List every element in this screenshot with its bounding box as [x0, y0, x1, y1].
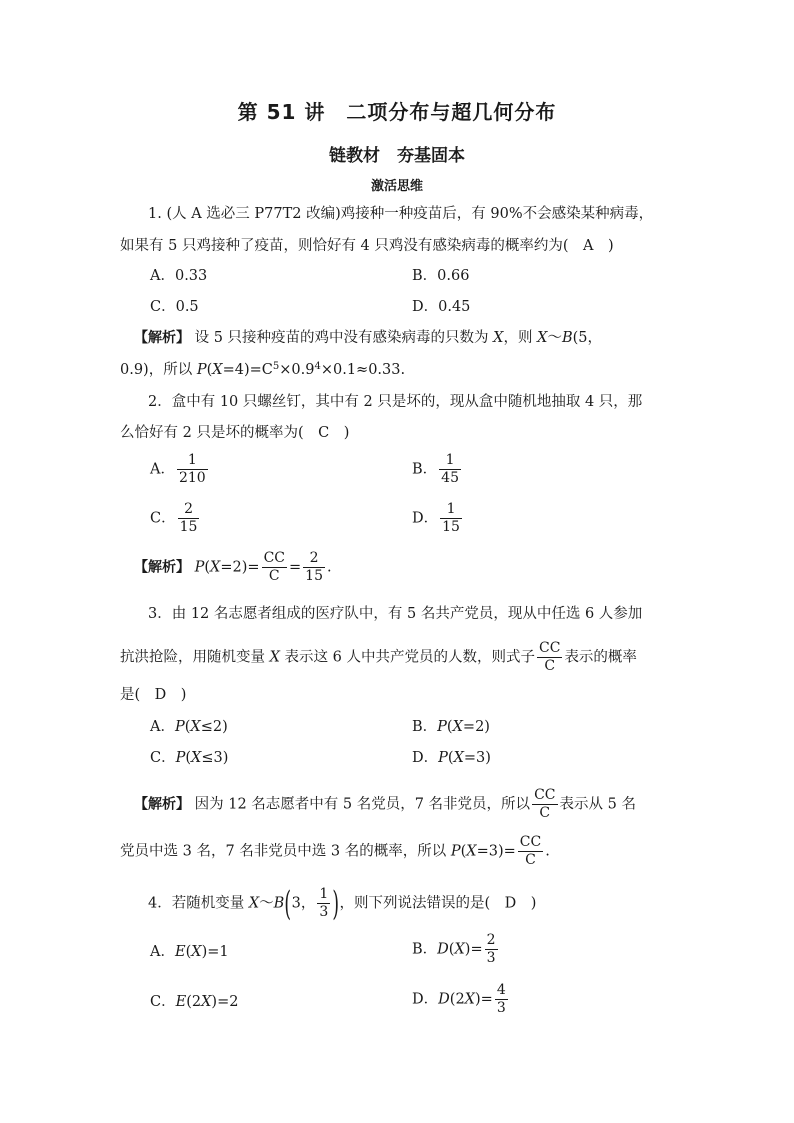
analysis-label: 【解析】: [134, 330, 190, 346]
fraction: $\frac{CC}{C}$: [263, 550, 285, 584]
lesson-title: 第 51 讲 二项分布与超几何分布: [237, 100, 557, 124]
analysis-label: 【解析】: [134, 559, 190, 576]
q3-option-d: D．P(X=3): [412, 750, 491, 766]
q3-stem-line1: 3．由 12 名志愿者组成的医疗队中，有 5 名共产党员，现从中任选 6 人参加: [148, 606, 643, 622]
q4-option-d: D．D(2X)= $\frac{4}{3}$: [412, 982, 506, 1016]
q1-option-a: A．0.33: [150, 268, 208, 284]
fraction: $\frac{1}{3}$: [319, 886, 329, 920]
q3-option-b: B．P(X=2): [412, 719, 490, 735]
q1-stem-line1: 1. (人 A 选必三 P77T2 改编)鸡接种一种疫苗后，有 90%不会感染某种病毒，: [148, 206, 654, 222]
q1-option-b: B．0.66: [412, 268, 470, 284]
q2-analysis: 【解析】 P(X=2)= $\frac{CC}{C}$ = $\frac{2}{15}$ .: [134, 550, 332, 584]
fraction: $\frac{1}{45}$: [441, 452, 459, 486]
q2-stem-line2: 么恰好有 2 只是坏的概率为( C ): [120, 425, 350, 441]
q4-option-c: C．E(2X)=2: [150, 994, 239, 1010]
right-paren: ): [332, 883, 340, 924]
fraction: $\frac{CC}{C}$: [519, 834, 542, 868]
analysis-label: 【解析】: [134, 796, 190, 813]
fraction: $\frac{1}{15}$: [442, 501, 460, 535]
fraction: $\frac{4}{3}$: [496, 982, 506, 1016]
left-paren: (: [284, 883, 292, 924]
q3-analysis-line1: 【解析】 因为 12 名志愿者中有 5 名党员，7 名非党员，所以 $\frac{CC}{C}$ 表示从 5 名: [134, 787, 636, 821]
q2-stem-line1: 2．盒中有 10 只螺丝钉，其中有 2 只是坏的，现从盒中随机地抽取 4 只，那: [148, 394, 643, 410]
q1-analysis-line1: 【解析】 设 5 只接种疫苗的鸡中没有感染病毒的只数为 X，则 X～B(5，: [134, 330, 602, 346]
chapter-subtitle: 链教材 夯基固本: [329, 146, 465, 166]
fraction: $\frac{CC}{C}$: [534, 787, 556, 821]
fraction: $\frac{2}{15}$: [179, 501, 198, 535]
fraction: $\frac{1}{210}$: [178, 452, 206, 486]
q3-stem-line2: 抗洪抢险，用随机变量 X 表示这 6 人中共产党员的人数，则式子 $\frac{CC}{C}$ 表示的概率: [120, 640, 637, 674]
q3-option-c: C．P(X≤3): [150, 750, 229, 766]
q2-option-d: D． $\frac{1}{15}$: [412, 501, 460, 535]
q3-option-a: A．P(X≤2): [150, 719, 228, 735]
q3-stem-line3: 是( D ): [120, 687, 187, 703]
q1-stem-line2: 如果有 5 只鸡接种了疫苗，则恰好有 4 只鸡没有感染病毒的概率约为( A ): [120, 238, 614, 254]
q4-option-a: A．E(X)=1: [150, 944, 229, 960]
q1-option-c: C．0.5: [150, 299, 199, 315]
fraction: $\frac{CC}{C}$: [539, 640, 561, 674]
q2-option-b: B． $\frac{1}{45}$: [412, 452, 459, 486]
fraction: $\frac{2}{3}$: [486, 932, 496, 966]
q2-option-a: A． $\frac{1}{210}$: [150, 452, 206, 486]
q3-analysis-line2: 党员中选 3 名，7 名非党员中选 3 名的概率，所以 P(X=3)= $\frac{CC}{C}$ .: [120, 834, 550, 868]
fraction: $\frac{2}{15}$: [305, 550, 323, 584]
q4-stem: 4．若随机变量 X～B(3， $\frac{1}{3}$ )，则下列说法错误的是( D ): [148, 883, 537, 924]
q2-option-c: C． $\frac{2}{15}$: [150, 501, 198, 535]
section-heading: 激活思维: [370, 179, 423, 194]
q1-analysis-line2: 0.9)，所以 $P(X=4)=C^5\times 0.9^4\times 0.1\approx 0.33$.: [120, 361, 406, 378]
q1-option-d: D．0.45: [412, 299, 471, 315]
q4-option-b: B．D(X)= $\frac{2}{3}$: [412, 932, 496, 966]
